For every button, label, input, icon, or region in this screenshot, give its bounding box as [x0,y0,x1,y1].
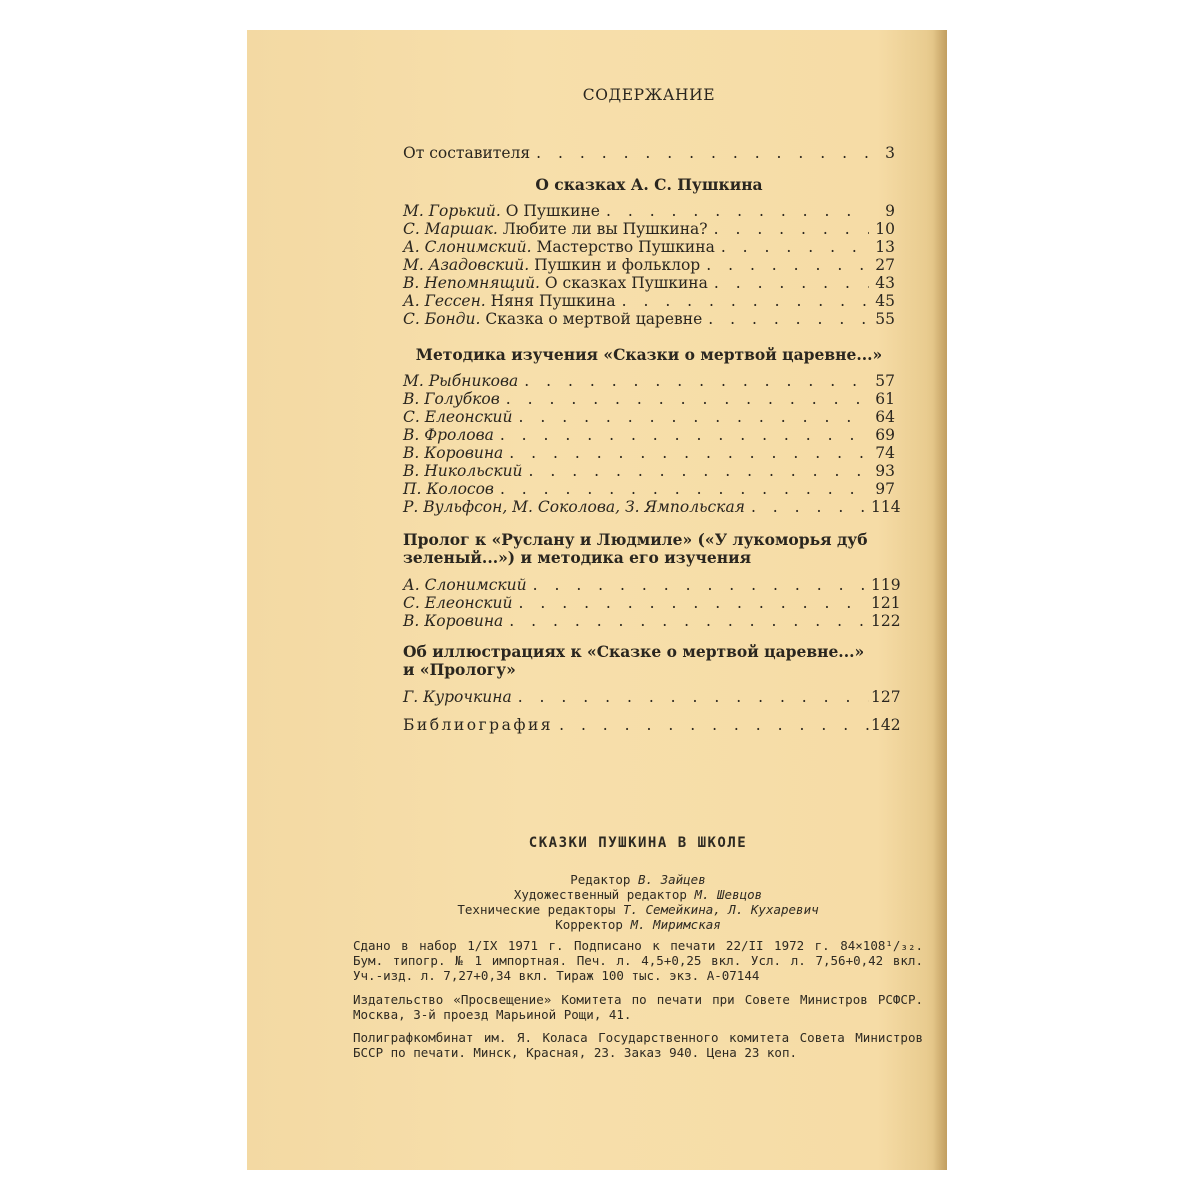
toc-entry [403,310,895,328]
entry-page: 119 [871,576,901,594]
entry-author: С. Маршак. [403,220,498,238]
toc-entry [403,408,895,426]
toc-heading: СОДЕРЖАНИЕ [582,86,716,104]
toc-entry [403,372,895,390]
toc-entry [403,480,895,498]
credit-line [353,872,923,887]
entry-author: Г. Курочкина [403,688,512,706]
entry-page: 61 [875,390,895,408]
dot-leader [708,310,869,328]
toc-entry [403,202,895,220]
entry-title: О Пушкине [505,202,600,220]
dot-leader [519,594,869,612]
entry-author: М. Азадовский. [403,256,530,274]
toc-entry-intro [403,144,895,162]
entry-page: 43 [875,274,895,292]
credit-role: Художественный редактор [513,887,687,902]
section-heading: Методика изучения «Сказки о мертвой царевне...» [415,345,883,364]
entry-title: Няня Пушкина [490,292,616,310]
entry-page: 114 [871,498,901,516]
entry-title: Пушкин и фольклор [534,256,701,274]
entry-page: 127 [871,688,901,706]
dot-leader [536,144,869,162]
dot-leader [506,390,869,408]
entry-author: С. Елеонский [403,594,513,612]
entry-page: 142 [871,716,901,734]
entry-page: 27 [875,256,895,274]
entry-author: А. Гессен. [403,292,486,310]
dot-leader [751,498,869,516]
entry-title: Мастерство Пушкина [536,238,715,256]
entry-page: 97 [875,480,895,498]
entry-author: М. Рыбникова [403,372,519,390]
entry-page: 69 [875,426,895,444]
credit-role: Корректор [555,917,623,932]
entry-author: С. Бонди. [403,310,481,328]
credit-line [353,917,923,932]
entry-page: 74 [875,444,895,462]
dot-leader [518,688,869,706]
entry-author: Р. Вульфсон, М. Соколова, З. Ямпольская [403,498,745,516]
credit-role: Технические редакторы [457,902,616,917]
credits-block [353,872,923,932]
entry-author: А. Слонимский [403,576,527,594]
toc-entry [403,292,895,310]
entry-title: О сказках Пушкина [544,274,708,292]
toc-entry-bibliography [403,716,901,734]
dot-leader [714,220,869,238]
dot-leader [606,202,869,220]
dot-leader [721,238,869,256]
toc-entry [403,612,901,630]
dot-leader [529,462,869,480]
credit-name: Т. Семейкина, Л. Кухаревич [622,902,819,917]
entry-page: 64 [875,408,895,426]
toc-entry [403,594,901,612]
dot-leader [559,716,869,734]
entry-author: В. Непомнящий. [403,274,540,292]
entry-page: 3 [885,144,895,162]
credit-name: М. Миримская [630,917,721,932]
book-page [247,30,947,1170]
dot-leader [509,612,869,630]
section-heading: О сказках А. С. Пушкина [535,175,763,194]
entry-author: В. Коровина [403,612,504,630]
imprint-publisher [353,992,923,1022]
entry-author: А. Слонимский. [403,238,532,256]
section-heading-line-1: Пролог к «Руслану и Людмиле» («У лукоморья дуб [403,530,868,549]
imprint-paragraph: Полиграфкомбинат им. Я. Коласа Государственного комитета Совета Министров БССР по печати. Минск, Красная, 23. Заказ 940. Цена 23 коп. [353,1030,923,1060]
toc-entry [403,498,901,516]
imprint-print-data [353,938,923,983]
credit-name: М. Шевцов [694,887,763,902]
entry-author: В. Никольский [403,462,523,480]
imprint-paragraph: Издательство «Просвещение» Комитета по печати при Совете Министров РСФСР. Москва, 3-й проезд Марьиной Рощи, 41. [353,992,923,1022]
toc-entry [403,256,895,274]
toc-entry [403,576,901,594]
section-heading-line-1: Об иллюстрациях к «Сказке о мертвой царевне...» [403,642,865,661]
toc-entry [403,274,895,292]
dot-leader [509,444,869,462]
toc-entry [403,444,895,462]
entry-page: 13 [875,238,895,256]
entry-page: 45 [875,292,895,310]
toc-entry [403,390,895,408]
entry-author: М. Горький. [403,202,501,220]
credit-line [353,887,923,902]
section-heading-line-2: зеленый...») и методика его изучения [403,548,752,567]
entry-author: В. Фролова [403,426,494,444]
dot-leader [714,274,869,292]
entry-author: В. Голубков [403,390,500,408]
entry-title: От составителя [403,144,531,162]
dot-leader [519,408,869,426]
toc-entry [403,462,895,480]
dot-leader [622,292,869,310]
imprint-printer [353,1030,923,1060]
entry-page: 9 [885,202,895,220]
entry-title: Любите ли вы Пушкина? [502,220,708,238]
entry-page: 57 [875,372,895,390]
page-spine-shadow [933,30,947,1170]
toc-entry [403,426,895,444]
dot-leader [524,372,869,390]
credit-name: В. Зайцев [638,872,706,887]
toc-entry [403,220,895,238]
entry-title: Библиография [403,716,554,734]
entry-page: 93 [875,462,895,480]
dot-leader [533,576,869,594]
entry-title: Сказка о мертвой царевне [485,310,703,328]
toc-entry [403,238,895,256]
dot-leader [500,480,869,498]
imprint-paragraph: Сдано в набор 1/IX 1971 г. Подписано к печати 22/II 1972 г. 84×108¹/₃₂. Бум. типогр. № 1 импортная. Печ. л. 4,5+0,25 вкл. Усл. л. 7,56+0,42 вкл. Уч.-изд. л. 7,27+0,34 вкл. Тираж 100 тыс. экз. А-07144 [353,938,923,983]
book-title: СКАЗКИ ПУШКИНА В ШКОЛЕ [528,835,748,851]
dot-leader [706,256,869,274]
entry-page: 55 [875,310,895,328]
entry-page: 10 [875,220,895,238]
entry-page: 122 [871,612,901,630]
dot-leader [500,426,869,444]
credit-role: Редактор [570,872,631,887]
entry-author: П. Колосов [403,480,494,498]
entry-page: 121 [871,594,901,612]
toc-entry [403,688,901,706]
entry-author: В. Коровина [403,444,504,462]
credit-line [353,902,923,917]
entry-author: С. Елеонский [403,408,513,426]
section-heading-line-2: и «Прологу» [403,660,516,679]
